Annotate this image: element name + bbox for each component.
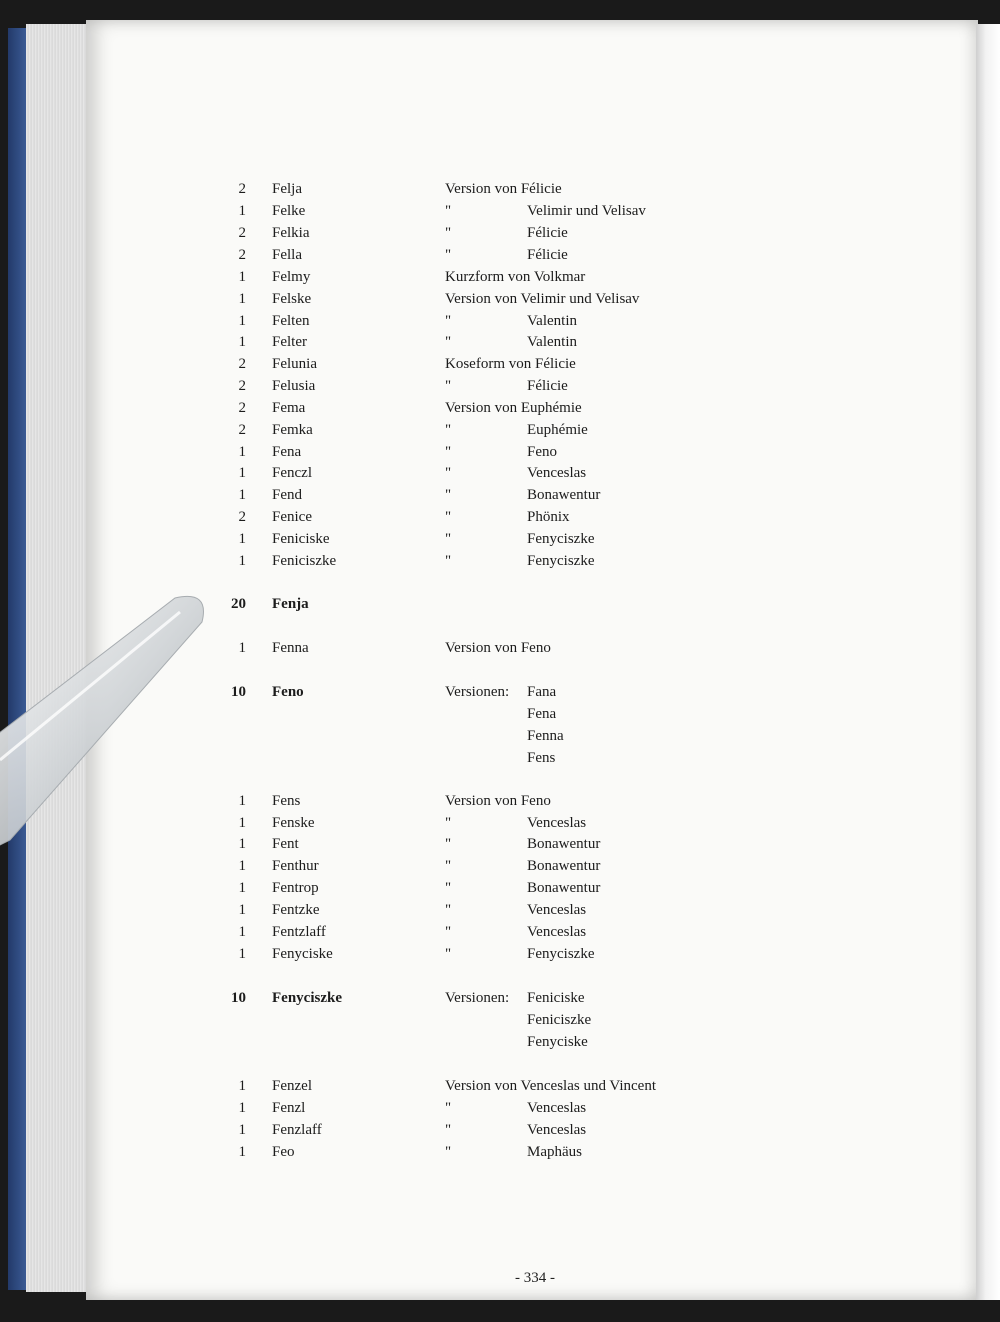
entry-description: Version von Feno — [445, 793, 551, 809]
entry-count: 2 — [238, 181, 246, 197]
entry-count: 10 — [231, 684, 246, 700]
entry-name: Felusia — [272, 378, 316, 394]
entry-count: 1 — [238, 203, 246, 219]
entry-description — [445, 725, 785, 747]
entry-description: Kurzform von Volkmar — [445, 269, 586, 285]
entry-description — [445, 855, 785, 877]
entry-description — [445, 200, 785, 222]
entry-name: Feniciske — [272, 531, 330, 547]
entry-count: 1 — [238, 487, 246, 503]
list-item — [0, 310, 1000, 332]
entry-count: 1 — [238, 291, 246, 307]
entry-description — [445, 833, 785, 855]
entry-count: 20 — [231, 596, 246, 612]
versions-label: Versionen: — [445, 684, 510, 700]
list-item — [0, 593, 1000, 615]
ditto-mark: " — [445, 836, 452, 852]
entry-description: Version von Feno — [445, 640, 551, 656]
entry-description — [445, 310, 785, 332]
ditto-mark: " — [445, 509, 452, 525]
entry-description — [445, 462, 785, 484]
entry-name: Fella — [272, 247, 302, 263]
entry-count: 1 — [238, 902, 246, 918]
entry-reference: Venceslas — [527, 465, 587, 481]
entry-reference: Valentin — [527, 313, 577, 329]
entry-name: Fenyciske — [272, 946, 333, 962]
entry-reference: Euphémie — [527, 422, 588, 438]
entry-count: 1 — [238, 313, 246, 329]
entry-count: 1 — [238, 444, 246, 460]
entry-count: 1 — [238, 465, 246, 481]
entry-reference: Feniciszke — [527, 1012, 592, 1028]
entry-description — [445, 375, 785, 397]
entry-name: Fentzke — [272, 902, 320, 918]
entry-count: 1 — [238, 1144, 246, 1160]
list-item — [0, 725, 1000, 747]
ditto-mark: " — [445, 858, 452, 874]
entry-count: 1 — [238, 858, 246, 874]
list-item — [0, 899, 1000, 921]
entry-name: Felske — [272, 291, 312, 307]
list-item — [0, 397, 1000, 419]
entry-count: 2 — [238, 247, 246, 263]
ditto-mark: " — [445, 815, 452, 831]
entry-name: Feo — [272, 1144, 295, 1160]
ditto-mark: " — [445, 487, 452, 503]
list-item — [0, 681, 1000, 703]
ditto-mark: " — [445, 247, 452, 263]
entry-name: Felmy — [272, 269, 311, 285]
entry-name: Fema — [272, 400, 306, 416]
entry-count: 1 — [238, 269, 246, 285]
entry-name: Felunia — [272, 356, 317, 372]
entry-count: 1 — [238, 1100, 246, 1116]
list-item — [0, 1031, 1000, 1053]
ditto-mark: " — [445, 880, 452, 896]
entry-description — [445, 1009, 785, 1031]
ditto-mark: " — [445, 946, 452, 962]
entry-count: 1 — [238, 880, 246, 896]
entry-count: 1 — [238, 946, 246, 962]
entry-description — [445, 550, 785, 572]
entry-name: Fenthur — [272, 858, 319, 874]
entry-name: Felkia — [272, 225, 310, 241]
entry-count: 1 — [238, 640, 246, 656]
list-item — [0, 375, 1000, 397]
list-item — [0, 1075, 1000, 1097]
entry-count: 1 — [238, 1078, 246, 1094]
entry-description: Version von Velimir und Velisav — [445, 291, 640, 307]
entry-name: Felke — [272, 203, 306, 219]
ditto-mark: " — [445, 465, 452, 481]
entry-description: Version von Félicie — [445, 181, 562, 197]
entry-reference: Venceslas — [527, 902, 587, 918]
ditto-mark: " — [445, 1144, 452, 1160]
entry-name: Fent — [272, 836, 299, 852]
list-item — [0, 200, 1000, 222]
ditto-mark: " — [445, 531, 452, 547]
entry-reference: Félicie — [527, 247, 568, 263]
entry-reference: Fenna — [527, 728, 564, 744]
ditto-mark: " — [445, 313, 452, 329]
entry-reference: Bonawentur — [527, 858, 601, 874]
entry-description: Version von Venceslas und Vincent — [445, 1078, 657, 1094]
entry-name: Fenna — [272, 640, 309, 656]
entry-name: Fentrop — [272, 880, 319, 896]
entry-reference: Bonawentur — [527, 880, 601, 896]
list-item — [0, 1141, 1000, 1163]
list-item — [0, 987, 1000, 1009]
list-item — [0, 331, 1000, 353]
entry-description — [445, 528, 785, 550]
entry-description — [445, 747, 785, 769]
entry-reference: Bonawentur — [527, 836, 601, 852]
entry-reference: Fena — [527, 706, 557, 722]
list-item — [0, 637, 1000, 659]
entry-reference: Fens — [527, 750, 556, 766]
entry-description — [445, 703, 785, 725]
entry-name: Felten — [272, 313, 310, 329]
list-item — [0, 1097, 1000, 1119]
entry-name: Fena — [272, 444, 302, 460]
ditto-mark: " — [445, 553, 452, 569]
entry-reference: Venceslas — [527, 815, 587, 831]
entry-description — [445, 812, 785, 834]
entry-count: 2 — [238, 225, 246, 241]
entry-description — [445, 506, 785, 528]
ditto-mark: " — [445, 225, 452, 241]
entry-description — [445, 1119, 785, 1141]
entry-count: 2 — [238, 378, 246, 394]
list-item — [0, 833, 1000, 855]
entry-reference: Feniciske — [527, 990, 585, 1006]
list-item — [0, 353, 1000, 375]
ditto-mark: " — [445, 1100, 452, 1116]
list-item — [0, 266, 1000, 288]
ditto-mark: " — [445, 1122, 452, 1138]
list-item — [0, 790, 1000, 812]
list-item — [0, 747, 1000, 769]
entry-description — [445, 899, 785, 921]
versions-label: Versionen: — [445, 990, 510, 1006]
entry-name: Feniciszke — [272, 553, 337, 569]
entry-count: 1 — [238, 815, 246, 831]
entry-description — [445, 681, 785, 703]
entry-name: Felter — [272, 334, 307, 350]
entry-name: Fenja — [272, 596, 309, 612]
list-item — [0, 462, 1000, 484]
entry-name: Fenske — [272, 815, 315, 831]
entry-description — [445, 877, 785, 899]
entry-name: Fentzlaff — [272, 924, 326, 940]
list-item — [0, 703, 1000, 725]
ditto-mark: " — [445, 444, 452, 460]
entry-count: 1 — [238, 531, 246, 547]
entry-reference: Phönix — [527, 509, 570, 525]
list-item — [0, 484, 1000, 506]
entry-reference: Bonawentur — [527, 487, 601, 503]
list-item — [0, 441, 1000, 463]
entry-description — [445, 1031, 785, 1053]
list-item — [0, 877, 1000, 899]
ditto-mark: " — [445, 334, 452, 350]
entry-description — [445, 419, 785, 441]
list-item — [0, 1119, 1000, 1141]
entry-name: Fenzel — [272, 1078, 312, 1094]
entry-count: 1 — [238, 793, 246, 809]
entry-description — [445, 987, 785, 1009]
entry-count: 1 — [238, 836, 246, 852]
entry-name: Fenzlaff — [272, 1122, 322, 1138]
entry-description — [445, 1097, 785, 1119]
entry-name: Fenczl — [272, 465, 312, 481]
list-item — [0, 528, 1000, 550]
entry-reference: Feno — [527, 444, 557, 460]
list-item — [0, 812, 1000, 834]
entry-description — [445, 331, 785, 353]
list-item — [0, 288, 1000, 310]
entry-reference: Félicie — [527, 378, 568, 394]
entry-reference: Maphäus — [527, 1144, 582, 1160]
entry-reference: Valentin — [527, 334, 577, 350]
entry-count: 2 — [238, 400, 246, 416]
list-item — [0, 244, 1000, 266]
entry-reference: Venceslas — [527, 1122, 587, 1138]
list-item — [0, 419, 1000, 441]
entry-description: Koseform von Félicie — [445, 356, 576, 372]
entry-reference: Fenyciske — [527, 1034, 588, 1050]
ditto-mark: " — [445, 924, 452, 940]
entry-count: 2 — [238, 422, 246, 438]
entry-description — [445, 1141, 785, 1163]
entry-reference: Velimir und Velisav — [527, 203, 646, 219]
list-item — [0, 1009, 1000, 1031]
list-item — [0, 550, 1000, 572]
entry-description — [445, 484, 785, 506]
list-item — [0, 855, 1000, 877]
ditto-mark: " — [445, 203, 452, 219]
entry-reference: Fana — [527, 684, 557, 700]
entry-name: Fenzl — [272, 1100, 306, 1116]
entry-description — [445, 244, 785, 266]
entry-description — [445, 222, 785, 244]
entry-count: 1 — [238, 553, 246, 569]
entry-count: 1 — [238, 1122, 246, 1138]
list-item — [0, 943, 1000, 965]
entry-name: Fens — [272, 793, 301, 809]
entry-reference: Venceslas — [527, 1100, 587, 1116]
list-item — [0, 506, 1000, 528]
ditto-mark: " — [445, 422, 452, 438]
entry-count: 2 — [238, 356, 246, 372]
entry-reference: Félicie — [527, 225, 568, 241]
entry-description: Version von Euphémie — [445, 400, 582, 416]
entry-name: Felja — [272, 181, 302, 197]
entry-name: Fenyciszke — [272, 990, 342, 1006]
ditto-mark: " — [445, 378, 452, 394]
entry-name: Feno — [272, 684, 304, 700]
list-item — [0, 178, 1000, 200]
entry-reference: Fenyciszke — [527, 553, 595, 569]
entry-reference: Venceslas — [527, 924, 587, 940]
list-item — [0, 222, 1000, 244]
entry-name: Fenice — [272, 509, 312, 525]
entry-name: Fend — [272, 487, 302, 503]
entry-count: 10 — [231, 990, 246, 1006]
entry-reference: Fenyciszke — [527, 531, 595, 547]
entry-description — [445, 943, 785, 965]
entry-count: 1 — [238, 924, 246, 940]
page-number: - 334 - — [515, 1270, 555, 1286]
ditto-mark: " — [445, 902, 452, 918]
entry-count: 2 — [238, 509, 246, 525]
entry-name: Femka — [272, 422, 313, 438]
entry-description — [445, 921, 785, 943]
entry-reference: Fenyciszke — [527, 946, 595, 962]
list-item — [0, 921, 1000, 943]
entry-description — [445, 441, 785, 463]
entry-count: 1 — [238, 334, 246, 350]
